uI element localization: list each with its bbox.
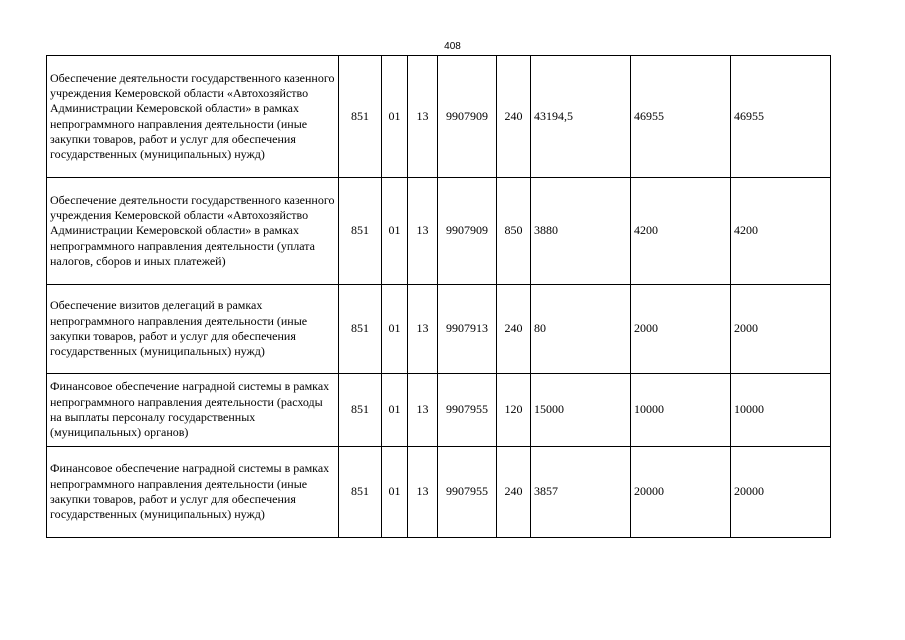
ministry-code: 851 [339,374,382,447]
amount-year-2: 2000 [631,285,731,374]
table-row [47,56,831,178]
target-article-code: 9907913 [438,285,497,374]
amount-year-1: 80 [531,285,631,374]
amount-year-2: 4200 [631,178,731,285]
target-article-code: 9907955 [438,374,497,447]
amount-year-2: 46955 [631,56,731,178]
target-article-code: 9907909 [438,56,497,178]
expense-type-code: 240 [497,285,531,374]
section-code: 01 [382,56,408,178]
target-article-code: 9907955 [438,447,497,538]
amount-year-1: 3857 [531,447,631,538]
subsection-code: 13 [408,374,438,447]
table-row [47,447,831,538]
amount-year-3: 2000 [731,285,831,374]
amount-year-1: 15000 [531,374,631,447]
amount-year-3: 4200 [731,178,831,285]
amount-year-3: 46955 [731,56,831,178]
amount-year-2: 20000 [631,447,731,538]
target-article-code: 9907909 [438,178,497,285]
expense-description: Обеспечение деятельности государственного казенного учреждения Кемеровской области «Автохозяйство Администрации Кемеровской области» в рамках непрограммного направления деятельности (уплата налогов, сборов и иных платежей) [47,178,339,285]
expense-description: Финансовое обеспечение наградной системы в рамках непрограммного направления деятельности (расходы на выплаты персоналу государственных (муниципальных) органов) [47,374,339,447]
expense-type-code: 120 [497,374,531,447]
section-code: 01 [382,374,408,447]
ministry-code: 851 [339,285,382,374]
table-row [47,178,831,285]
expense-description: Обеспечение деятельности государственного казенного учреждения Кемеровской области «Автохозяйство Администрации Кемеровской области» в рамках непрограммного направления деятельности (иные закупки товаров, работ и услуг для обеспечения государственных (муниципальных) нужд) [47,56,339,178]
subsection-code: 13 [408,285,438,374]
page-number: 408 [444,41,461,52]
expense-type-code: 850 [497,178,531,285]
amount-year-2: 10000 [631,374,731,447]
expense-type-code: 240 [497,447,531,538]
section-code: 01 [382,285,408,374]
budget-table [46,55,831,538]
table-row [47,374,831,447]
section-code: 01 [382,447,408,538]
ministry-code: 851 [339,447,382,538]
expense-type-code: 240 [497,56,531,178]
expense-description: Финансовое обеспечение наградной системы в рамках непрограммного направления деятельности (иные закупки товаров, работ и услуг для обеспечения государственных (муниципальных) нужд) [47,447,339,538]
subsection-code: 13 [408,447,438,538]
amount-year-1: 43194,5 [531,56,631,178]
subsection-code: 13 [408,178,438,285]
table-row [47,285,831,374]
section-code: 01 [382,178,408,285]
ministry-code: 851 [339,56,382,178]
subsection-code: 13 [408,56,438,178]
amount-year-3: 20000 [731,447,831,538]
amount-year-3: 10000 [731,374,831,447]
expense-description: Обеспечение визитов делегаций в рамках непрограммного направления деятельности (иные закупки товаров, работ и услуг для обеспечения государственных (муниципальных) нужд) [47,285,339,374]
amount-year-1: 3880 [531,178,631,285]
ministry-code: 851 [339,178,382,285]
